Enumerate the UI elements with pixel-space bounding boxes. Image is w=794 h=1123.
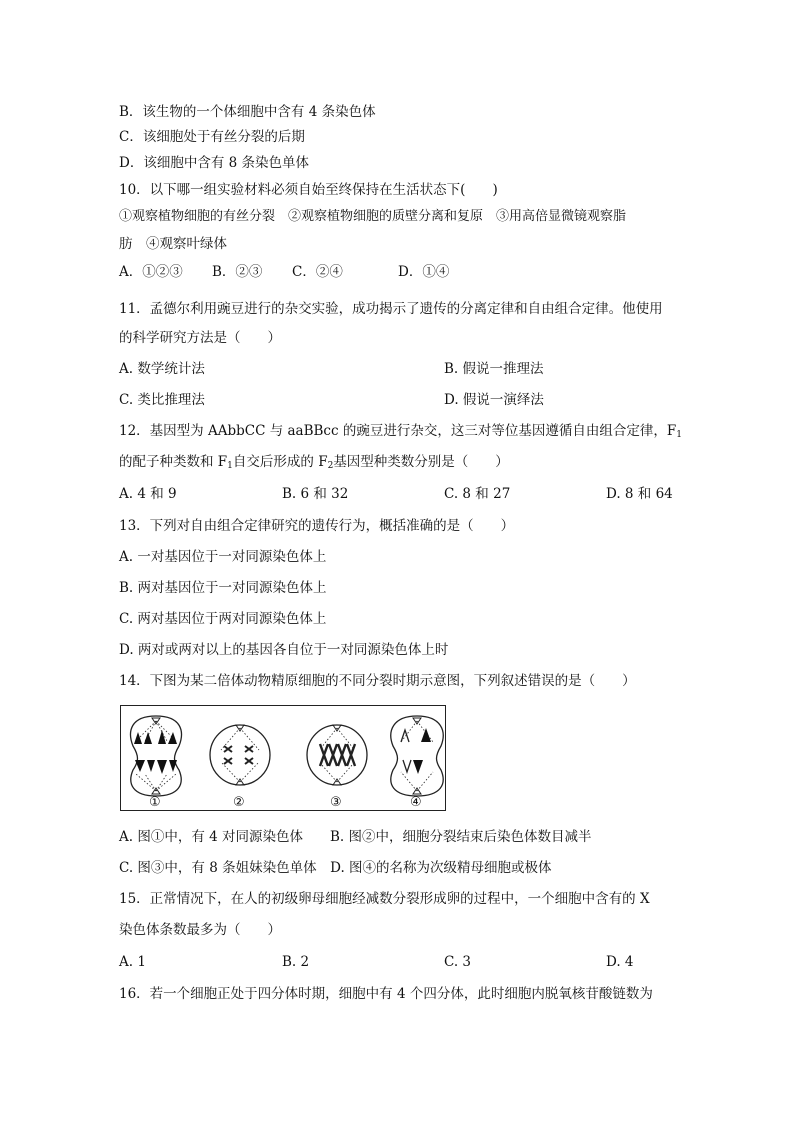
cell-3-drawing — [307, 725, 367, 785]
q12-option-a: A. 4 和 9 — [119, 486, 177, 502]
q11-option-a: A. 数学统计法 — [119, 361, 205, 377]
figure-label-3: ③ — [330, 795, 342, 809]
q12-sub-f1-a: 1 — [676, 430, 682, 440]
q13-option-a: A. 一对基因位于一对同源染色体上 — [119, 549, 327, 565]
q9-option-b: B．该生物的一个体细胞中含有 4 条染色体 — [119, 104, 376, 120]
cell-4-drawing — [391, 716, 443, 796]
q10-option-b: B．②③ — [212, 264, 263, 280]
q11-stem-line1: 11．孟德尔利用豌豆进行的杂交实验，成功揭示了遗传的分离定律和自由组合定律。他使用 — [119, 301, 663, 317]
q10-option-c: C．②④ — [292, 264, 343, 280]
q10-stem: 10．以下哪一组实验材料必须自始至终保持在生活状态下( ) — [119, 182, 498, 198]
q14-option-d: D. 图④的名称为次级精母细胞或极体 — [330, 860, 552, 876]
q11-option-d: D. 假说一演绎法 — [444, 392, 544, 408]
q14-stem: 14．下图为某二倍体动物精原细胞的不同分裂时期示意图，下列叙述错误的是（ ） — [119, 673, 636, 689]
q11-option-b: B. 假说一推理法 — [444, 361, 544, 377]
q14-option-a: A. 图①中，有 4 对同源染色体 — [119, 829, 304, 845]
q12-stem-line1 — [119, 422, 682, 440]
cell-2-drawing — [210, 725, 270, 785]
figure-label-4: ④ — [410, 795, 422, 809]
cell-division-figure — [120, 705, 446, 811]
q13-option-b: B. 两对基因位于一对同源染色体上 — [119, 580, 327, 596]
cell-division-diagram — [121, 706, 444, 809]
q10-option-d: D．①④ — [398, 264, 450, 280]
q15-option-b: B. 2 — [282, 954, 310, 970]
q15-option-d: D. 4 — [606, 954, 634, 970]
q13-stem: 13．下列对自由组合定律研究的遗传行为，概括准确的是（ ） — [119, 518, 515, 534]
q12-stem-text-c: 自交后形成的 F — [232, 454, 328, 470]
q12-sub-f2: 2 — [327, 461, 334, 471]
figure-label-1: ① — [149, 795, 161, 809]
q15-stem-line1: 15．正常情况下，在人的初级卵母细胞经减数分裂形成卵的过程中，一个细胞中含有的 X — [119, 891, 650, 907]
q12-stem-line2 — [119, 453, 509, 471]
cell-1-drawing — [131, 716, 182, 796]
q13-option-d: D. 两对或两对以上的基因各自位于一对同源染色体上时 — [119, 642, 449, 658]
q9-option-d: D．该细胞中含有 8 条染色单体 — [119, 155, 309, 171]
q10-option-a: A．①②③ — [119, 264, 183, 280]
q12-stem-text-b: 的配子种类数和 F — [119, 454, 228, 470]
q12-sub-f1-b: 1 — [227, 461, 233, 471]
q12-stem-text-d: 基因型种类数分别是（ ） — [333, 454, 509, 470]
q12-option-c: C. 8 和 27 — [444, 486, 511, 502]
q14-options-line2 — [119, 859, 552, 877]
q11-stem-line2: 的科学研究方法是（ ） — [119, 330, 281, 346]
q14-option-b: B. 图②中，细胞分裂结束后染色体数目减半 — [330, 829, 592, 845]
q12-option-b: B. 6 和 32 — [282, 486, 349, 502]
q14-options-line1 — [119, 828, 592, 846]
q16-stem: 16．若一个细胞正处于四分体时期，细胞中有 4 个四分体，此时细胞内脱氧核苷酸链数为 — [119, 986, 653, 1002]
q14-option-c: C. 图③中，有 8 条姐妹染色单体 — [119, 860, 317, 876]
q12-option-d: D. 8 和 64 — [606, 486, 673, 502]
q13-option-c: C. 两对基因位于两对同源染色体上 — [119, 611, 327, 627]
q10-items-line1: ①观察植物细胞的有丝分裂 ②观察植物细胞的质壁分离和复原 ③用高倍显微镜观察脂 — [119, 209, 627, 224]
q15-option-c: C. 3 — [444, 954, 472, 970]
q15-stem-line2: 染色体条数最多为（ ） — [119, 922, 281, 938]
q15-option-a: A. 1 — [119, 954, 146, 970]
figure-label-2: ② — [233, 795, 245, 809]
q12-stem-text-a: 12．基因型为 AAbbCC 与 aaBBcc 的豌豆进行杂交，这三对等位基因遵循自由组合定律，F — [119, 423, 677, 439]
q11-option-c: C. 类比推理法 — [119, 392, 205, 408]
q9-option-c: C．该细胞处于有丝分裂的后期 — [119, 129, 305, 145]
q10-items-line2: 肪 ④观察叶绿体 — [119, 236, 227, 252]
